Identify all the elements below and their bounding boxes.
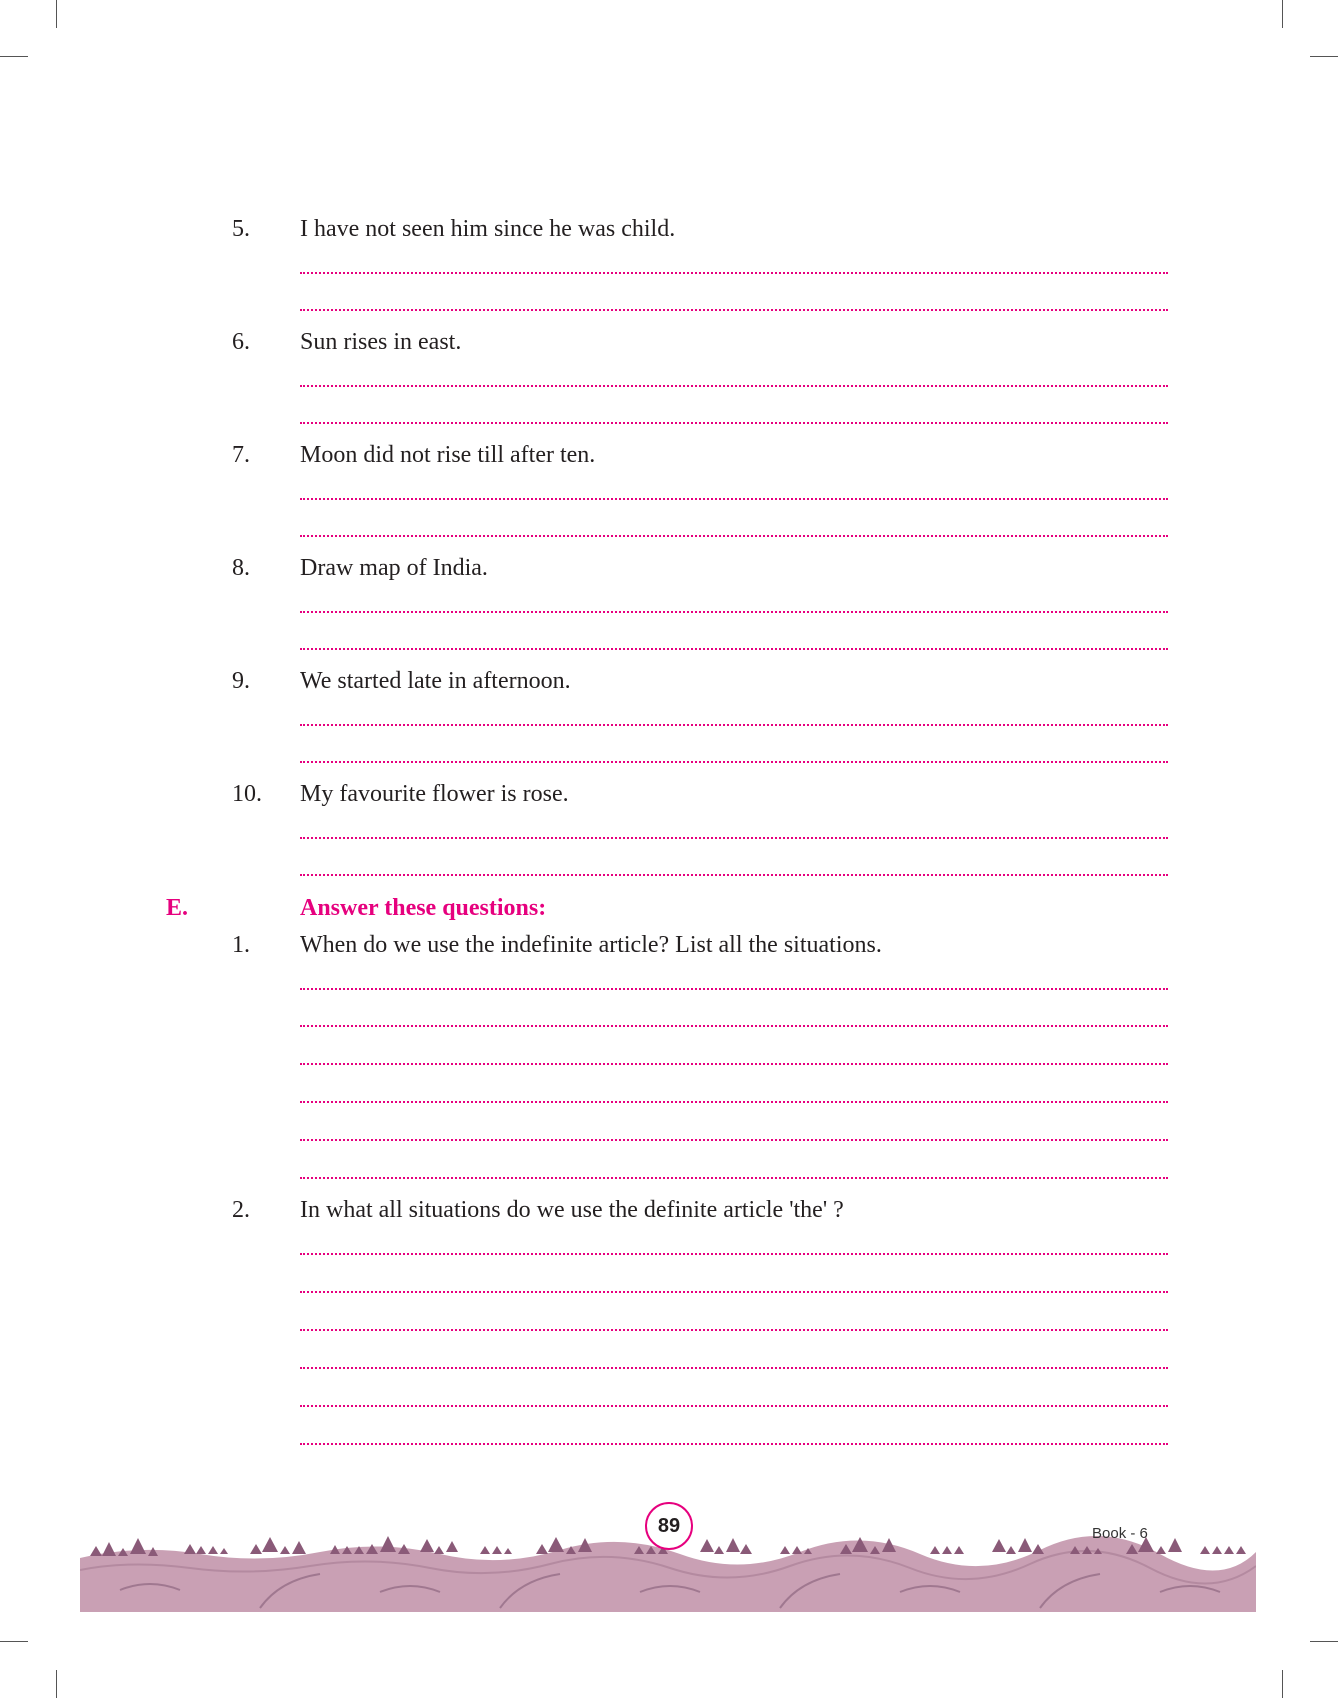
section-letter: E. bbox=[166, 895, 189, 921]
answer-line[interactable] bbox=[300, 309, 1168, 311]
item-text: My favourite flower is rose. bbox=[300, 781, 569, 807]
item-number: 7. bbox=[232, 442, 250, 468]
crop-mark bbox=[0, 1641, 28, 1642]
item-text: I have not seen him since he was child. bbox=[300, 216, 676, 242]
answer-line[interactable] bbox=[300, 385, 1168, 387]
answer-line[interactable] bbox=[300, 988, 1168, 990]
answer-line[interactable] bbox=[300, 1443, 1168, 1445]
answer-line[interactable] bbox=[300, 761, 1168, 763]
answer-line[interactable] bbox=[300, 535, 1168, 537]
question-number: 2. bbox=[232, 1197, 250, 1223]
book-label: Book - 6 bbox=[1092, 1525, 1148, 1542]
answer-line[interactable] bbox=[300, 1329, 1168, 1331]
crop-mark bbox=[56, 1670, 57, 1698]
answer-line[interactable] bbox=[300, 874, 1168, 876]
answer-line[interactable] bbox=[300, 1025, 1168, 1027]
answer-line[interactable] bbox=[300, 1063, 1168, 1065]
crop-mark bbox=[1310, 56, 1338, 57]
crop-mark bbox=[56, 0, 57, 28]
answer-line[interactable] bbox=[300, 1367, 1168, 1369]
answer-line[interactable] bbox=[300, 648, 1168, 650]
answer-line[interactable] bbox=[300, 272, 1168, 274]
answer-line[interactable] bbox=[300, 724, 1168, 726]
crop-mark bbox=[1310, 1641, 1338, 1642]
answer-line[interactable] bbox=[300, 1405, 1168, 1407]
item-number: 6. bbox=[232, 329, 250, 355]
answer-line[interactable] bbox=[300, 837, 1168, 839]
section-title: Answer these questions: bbox=[300, 895, 547, 921]
answer-line[interactable] bbox=[300, 422, 1168, 424]
question-text: When do we use the indefinite article? List all the situations. bbox=[300, 932, 882, 958]
answer-line[interactable] bbox=[300, 1177, 1168, 1179]
crop-mark bbox=[0, 56, 28, 57]
question-number: 1. bbox=[232, 932, 250, 958]
crop-mark bbox=[1282, 0, 1283, 28]
answer-line[interactable] bbox=[300, 1101, 1168, 1103]
item-text: We started late in afternoon. bbox=[300, 668, 571, 694]
answer-line[interactable] bbox=[300, 611, 1168, 613]
answer-line[interactable] bbox=[300, 1139, 1168, 1141]
answer-line[interactable] bbox=[300, 1253, 1168, 1255]
crop-mark bbox=[1282, 1670, 1283, 1698]
item-number: 8. bbox=[232, 555, 250, 581]
page-number: 89 bbox=[645, 1502, 693, 1550]
item-number: 9. bbox=[232, 668, 250, 694]
item-text: Moon did not rise till after ten. bbox=[300, 442, 596, 468]
item-number: 5. bbox=[232, 216, 250, 242]
item-text: Draw map of India. bbox=[300, 555, 488, 581]
item-number: 10. bbox=[232, 781, 262, 807]
item-text: Sun rises in east. bbox=[300, 329, 462, 355]
answer-line[interactable] bbox=[300, 1291, 1168, 1293]
answer-line[interactable] bbox=[300, 498, 1168, 500]
question-text: In what all situations do we use the definite article 'the' ? bbox=[300, 1197, 844, 1223]
